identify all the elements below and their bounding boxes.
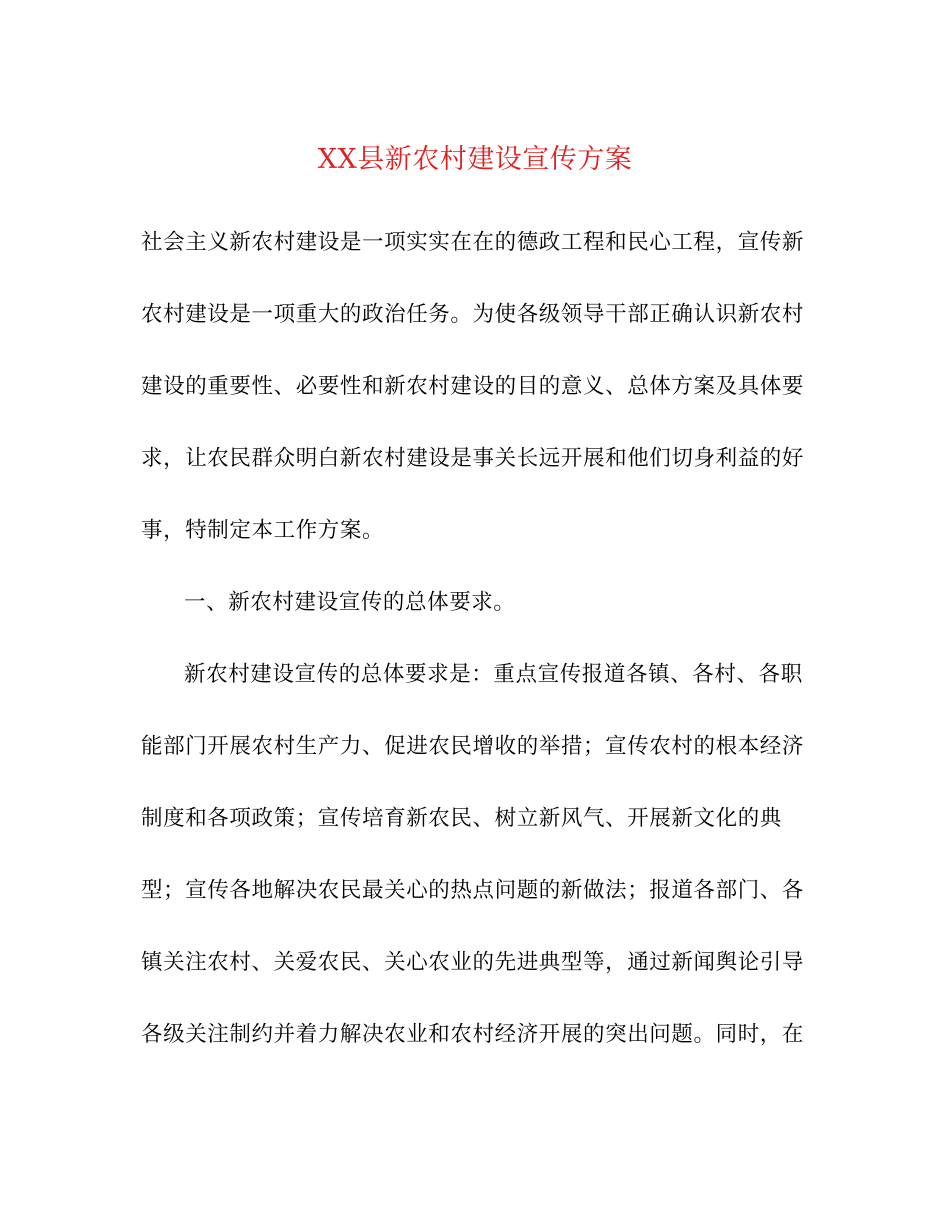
paragraph-line: 求，让农民群众明白新农村建设是事关长远开展和他们切身利益的好 [141,446,805,471]
document-title: XX县新农村建设宣传方案 [317,144,633,175]
paragraph-line: 各级关注制约并着力解决农业和农村经济开展的突出问题。同时，在 [141,1022,805,1047]
paragraph-line: 建设的重要性、必要性和新农村建设的目的意义、总体方案及具体要 [141,374,805,399]
paragraph-line: 制度和各项政策；宣传培育新农民、树立新风气、开展新文化的典 [141,806,782,831]
paragraph-line: 镇关注农村、关爱农民、关心农业的先进典型等，通过新闻舆论引导 [141,950,805,975]
paragraph-line: 事，特制定本工作方案。 [141,518,385,543]
paragraph-line: 农村建设是一项重大的政治任务。为使各级领导干部正确认识新农村 [141,302,805,327]
paragraph-line: 社会主义新农村建设是一项实实在在的德政工程和民心工程，宣传新 [141,230,805,255]
paragraph-line: 能部门开展农村生产力、促进农民增收的举措；宣传农村的根本经济 [141,734,805,759]
paragraph-line: 型；宣传各地解决农民最关心的热点问题的新做法；报道各部门、各 [141,878,805,903]
section-heading: 一、新农村建设宣传的总体要求。 [184,590,516,615]
paragraph-line: 新农村建设宣传的总体要求是：重点宣传报道各镇、各村、各职 [184,662,803,687]
